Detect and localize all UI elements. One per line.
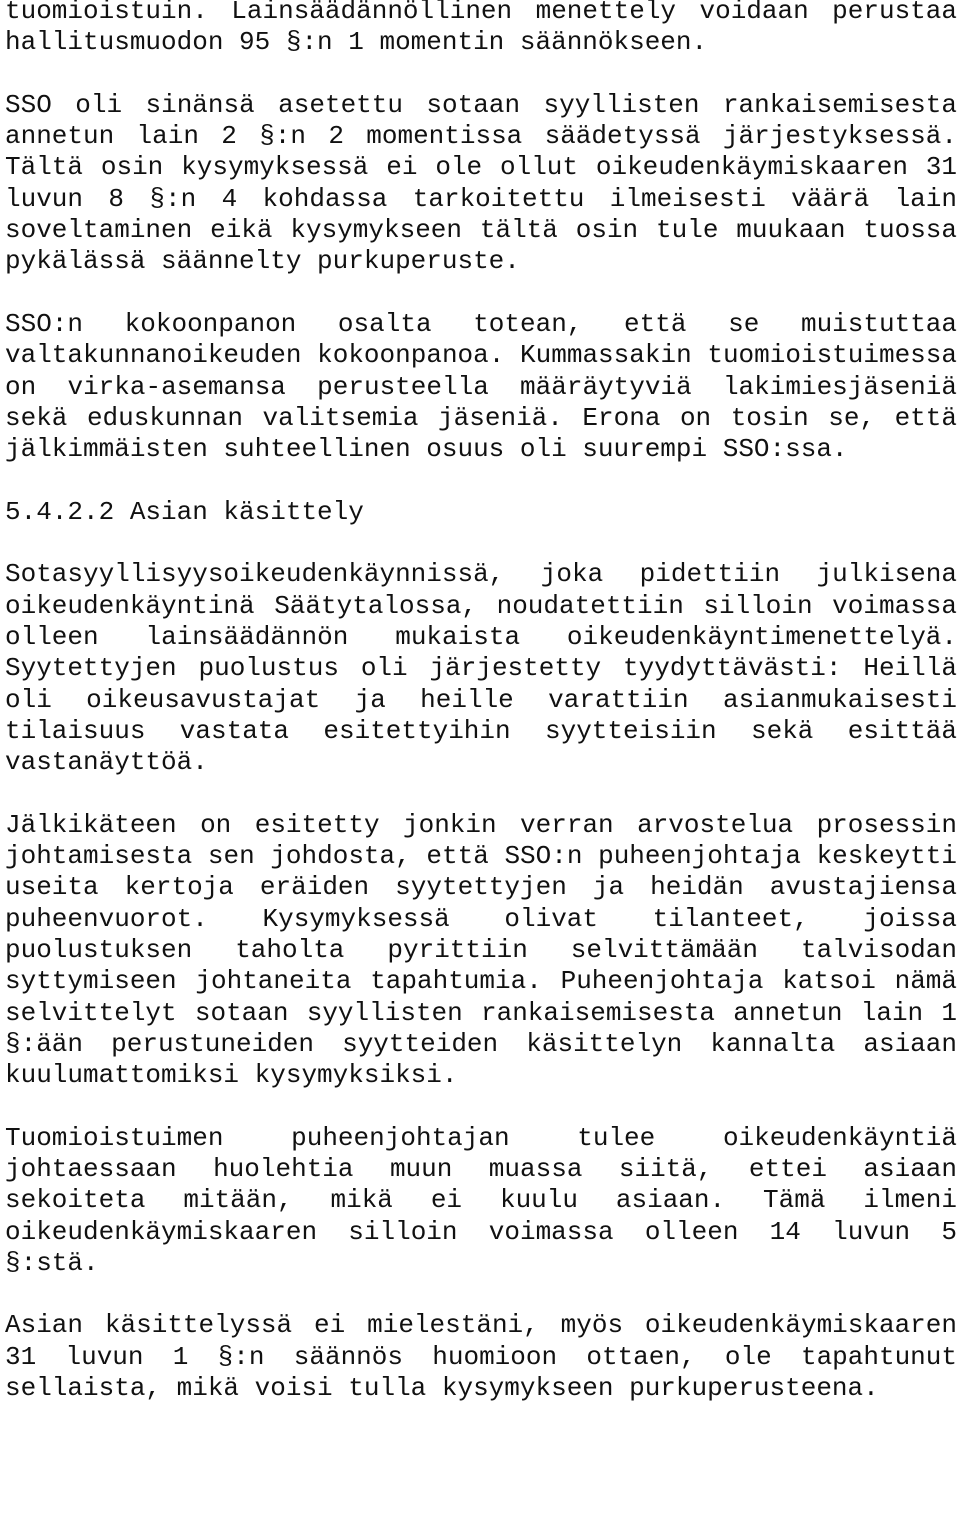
section-paragraph-3: Tuomioistuimen puheenjohtajan tulee oikeudenkäyntiä johtaessaan huolehtia muun muassa siitä, ettei asiaan sekoiteta mitään, mikä ei kuulu asiaan. Tämä ilmeni oikeudenkäymiskaaren silloin voimassa olleen 14 luvun 5 §:stä.	[5, 1122, 957, 1278]
section-heading: 5.4.2.2 Asian käsittely	[5, 496, 364, 527]
paragraph-2: SSO oli sinänsä asetettu sotaan syyllisten rankaisemisesta annetun lain 2 §:n 2 momentissa säädetyssä järjestyksessä. Tältä osin kysymyksessä ei ole ollut oikeudenkäymiskaaren 31 luvun 8 §:n 4 kohdassa tarkoitettu ilmeisesti väärä lain soveltaminen eikä kysymykseen tältä osin tule muukaan tuossa pykälässä säännelty purkuperuste.	[5, 89, 957, 277]
document-page	[5, 0, 957, 1436]
paragraph-3: SSO:n kokoonpanon osalta totean, että se muistuttaa valtakunnanoikeuden kokoonpanoa. Kummassakin tuomioistuimessa on virka-asemansa perusteella määräytyviä lakimiesjäseniä sekä eduskunnan valitsemia jäseniä. Erona on tosin se, että jälkimmäisten suhteellinen osuus oli suurempi SSO:ssa.	[5, 308, 957, 465]
section-paragraph-4: Asian käsittelyssä ei mielestäni, myös oikeudenkäymiskaaren 31 luvun 1 §:n säännös huomioon ottaen, ole tapahtunut sellaista, mikä voisi tulla kysymykseen purkuperusteena.	[5, 1310, 957, 1404]
section-paragraph-2: Jälkikäteen on esitetty jonkin verran arvostelua prosessin johtamisesta sen johdosta, että SSO:n puheenjohtaja keskeytti useita kertoja eräiden syytettyjen ja heidän avustajiensa puheenvuorot. Kysymyksessä olivat tilanteet, joissa puolustuksen taholta pyrittiin selvittämään talvisodan syttymiseen johtaneita tapahtumia. Puheenjohtaja katsoi nämä selvittelyt sotaan syyllisten rankaisemisesta annetun lain 1 §:ään perustuneiden syytteiden käsittelyn kannalta asiaan kuulumattomiksi kysymyksiksi.	[5, 809, 957, 1091]
section-paragraph-1: Sotasyyllisyysoikeudenkäynnissä, joka pidettiin julkisena oikeudenkäyntinä Säätytalossa, noudatettiin silloin voimassa olleen lainsäädännön mukaista oikeudenkäyntimenettelyä. Syytettyjen puolustus oli järjestetty tyydyttävästi: Heillä oli oikeusavustajat ja heille varattiin asianmukaisesti tilaisuus vastata esitettyihin syytteisiin sekä esittää vastanäyttöä.	[5, 559, 957, 778]
paragraph-1: tuomioistuin. Lainsäädännöllinen menettely voidaan perustaa hallitusmuodon 95 §:n 1 momentin säännökseen.	[5, 0, 957, 58]
